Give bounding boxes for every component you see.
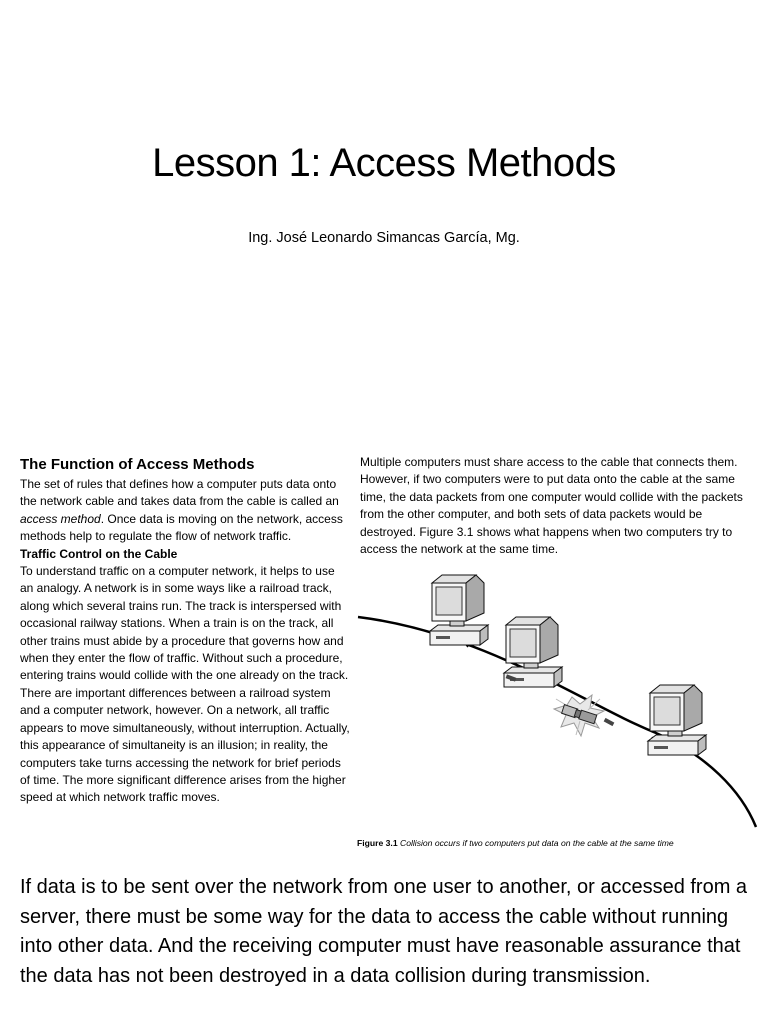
data-packet	[604, 718, 615, 726]
figure-caption	[357, 838, 762, 848]
paragraph-text-start: The set of rules that defines how a computer puts data onto the network cable and takes data from the cable is called an	[20, 477, 339, 509]
author-line: Ing. José Leonardo Simancas García, Mg.	[248, 230, 520, 246]
traffic-control-paragraph: To understand traffic on a computer network, it helps to use an analogy. A network is in some ways like a railroad track, along which several trains run. The track is interspersed with occasional railway stations. When a train is on the track, all other trains must abide by a procedure that governs how and when they enter the flow of traffic. Without such a procedure, entering trains would collide with the one already on the track. There are important differences between a railroad system and a computer network, however. On a network, all traffic appears to move simultaneously, without interruption. Actually, this appearance of simultaneity is an illusion; in reality, the computers take turns accessing the network for brief periods of time. The more significant difference arises from the higher speed at which network traffic moves.	[20, 564, 350, 805]
figure-number: Figure 3.1	[357, 838, 398, 848]
access-method-paragraph	[20, 476, 350, 546]
page-title: Lesson 1: Access Methods	[152, 140, 616, 185]
computer-1	[430, 575, 488, 645]
figure-caption-text: Collision occurs if two computers put data on the cable at the same time	[399, 838, 674, 848]
section-heading: The Function of Access Methods	[20, 456, 255, 473]
bottom-paragraph: If data is to be sent over the network from one user to another, or accessed from a server, there must be some way for the data to access the cable without running into other data. And the receiving computer must have reasonable assurance that the data has not been destroyed in a data collision during transmission.	[20, 876, 748, 987]
collision-burst-icon	[554, 695, 604, 736]
computer-3	[648, 685, 706, 755]
left-column	[20, 454, 350, 807]
right-column-text: Multiple computers must share access to the cable that connects them. However, if two computers were to put data onto the cable at the same time, the data packets from one computer would collide with the packets from the other computer, and both sets of data packets would be destroyed. Figure 3.1 shows what happens when two computers try to access the network at the same time.	[360, 455, 743, 557]
collision-figure	[356, 565, 764, 835]
traffic-control-subheading: Traffic Control on the Cable	[20, 546, 178, 561]
access-method-term: access method	[20, 511, 101, 526]
collision-illustration	[356, 565, 764, 835]
paragraph-text-end: . Once data is moving on the network, access methods help to regulate the flow of network traffic.	[20, 511, 343, 544]
